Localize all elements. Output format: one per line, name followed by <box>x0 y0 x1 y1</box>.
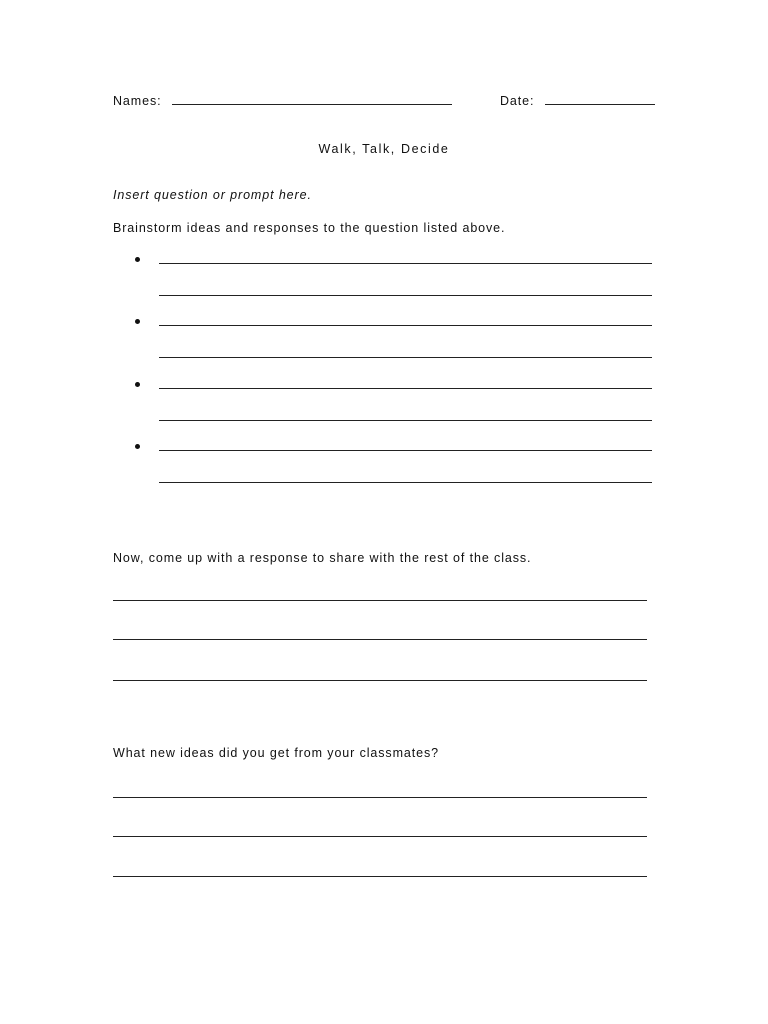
brainstorm-line-3a[interactable] <box>159 388 652 389</box>
classmates-question: What new ideas did you get from your classmates? <box>113 746 439 760</box>
brainstorm-line-4a[interactable] <box>159 450 652 451</box>
classmates-line-3[interactable] <box>113 876 647 877</box>
names-label: Names: <box>113 94 162 108</box>
date-blank[interactable] <box>545 93 655 105</box>
names-row <box>113 93 452 109</box>
question-prompt: Insert question or prompt here. <box>113 188 312 202</box>
brainstorm-line-3b[interactable] <box>159 420 652 421</box>
bullet-1 <box>135 257 140 262</box>
classmates-line-1[interactable] <box>113 797 647 798</box>
bullet-2 <box>135 319 140 324</box>
classmates-line-2[interactable] <box>113 836 647 837</box>
share-instruction: Now, come up with a response to share with the rest of the class. <box>113 551 532 565</box>
worksheet-title: Walk, Talk, Decide <box>318 142 450 156</box>
share-line-1[interactable] <box>113 600 647 601</box>
brainstorm-instruction: Brainstorm ideas and responses to the question listed above. <box>113 221 506 235</box>
brainstorm-line-1b[interactable] <box>159 295 652 296</box>
share-line-3[interactable] <box>113 680 647 681</box>
brainstorm-line-2b[interactable] <box>159 357 652 358</box>
date-label: Date: <box>500 94 535 108</box>
share-line-2[interactable] <box>113 639 647 640</box>
brainstorm-line-1a[interactable] <box>159 263 652 264</box>
names-blank[interactable] <box>172 93 452 105</box>
bullet-3 <box>135 382 140 387</box>
date-row <box>500 93 655 109</box>
bullet-4 <box>135 444 140 449</box>
brainstorm-line-4b[interactable] <box>159 482 652 483</box>
brainstorm-line-2a[interactable] <box>159 325 652 326</box>
